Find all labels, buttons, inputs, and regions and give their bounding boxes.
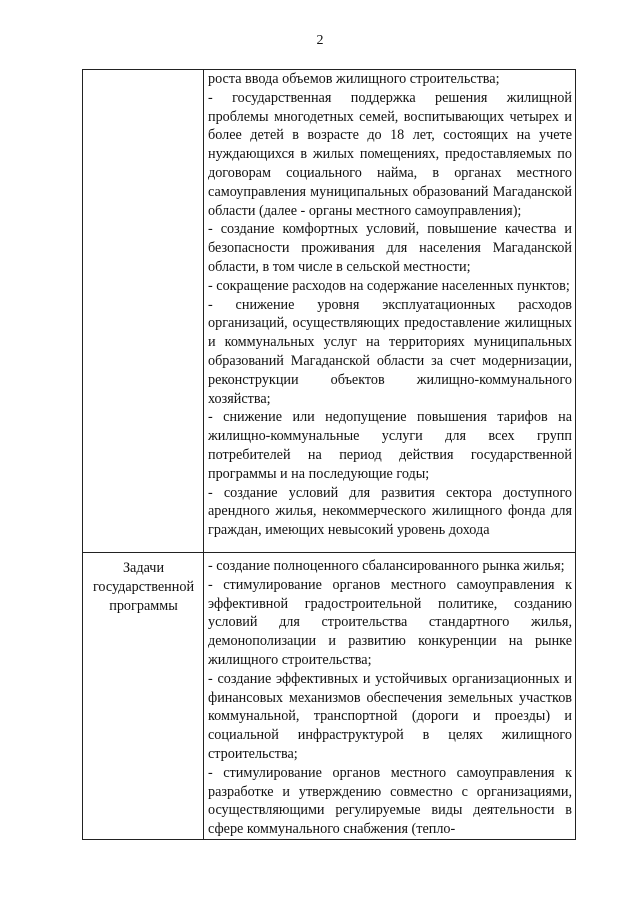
row-content-cell <box>204 70 576 553</box>
list-item: роста ввода объемов жилищного строительства; <box>208 71 500 87</box>
row-content-cell <box>204 553 576 840</box>
list-item: - стимулирование органов местного самоуправления к разработке и утверждению совместно с организациями, осуществляющими регулируемые виды деятельности в сфере коммунального снабжения (тепло- <box>208 764 572 838</box>
list-item: - создание комфортных условий, повышение качества и безопасности проживания для населения Магаданской области, в том числе в сельской местности; <box>208 221 572 275</box>
page-number: 2 <box>316 33 324 48</box>
list-item: - стимулирование органов местного самоуправления к эффективной градостроительной политике, созданию условий для строительства стандартного жилья, демонополизации и развитию конкуренции на рынке жилищного строительства; <box>208 576 572 668</box>
row-label-cell: Задачи государственной программы <box>83 553 204 840</box>
program-passport-table <box>82 69 576 840</box>
list-item: - снижение или недопущение повышения тарифов на жилищно-коммунальные услуги для всех групп потребителей на период действия государственной программы и на последующие годы; <box>208 409 572 482</box>
page-bottom-margin <box>0 862 640 905</box>
table-row <box>83 70 576 553</box>
list-item: - сокращение расходов на содержание населенных пунктов; <box>208 277 570 294</box>
list-item: - снижение уровня эксплуатационных расходов организаций, осуществляющих предоставление жилищных и коммунальных услуг на территориях муниципальных образований Магаданской области за счет модернизации, реконструкции объектов жилищно-коммунального хозяйства; <box>208 296 572 407</box>
list-item: - создание условий для развития сектора доступного арендного жилья, некоммерческого жилищного фонда для граждан, имеющих невысокий уровень дохода <box>208 484 572 539</box>
table-row <box>83 553 576 840</box>
list-item: - создание полноценного сбалансированного рынка жилья; <box>208 558 565 574</box>
row-label-cell <box>83 70 204 553</box>
list-item: - создание эффективных и устойчивых организационных и финансовых механизмов обеспечения земельных участков коммунальной, транспортной (дороги и проезды) и социальной инфраструктурой в целях жилищного строительства; <box>208 670 572 762</box>
list-item: - государственная поддержка решения жилищной проблемы многодетных семей, воспитывающих четырех и более детей в возрасте до 18 лет, состоящих на учете нуждающихся в жилых помещениях, предоставляемых по договорам социального найма, в органах местного самоуправления муниципальных образований Магаданской области (далее - органы местного самоуправления); <box>208 89 572 219</box>
